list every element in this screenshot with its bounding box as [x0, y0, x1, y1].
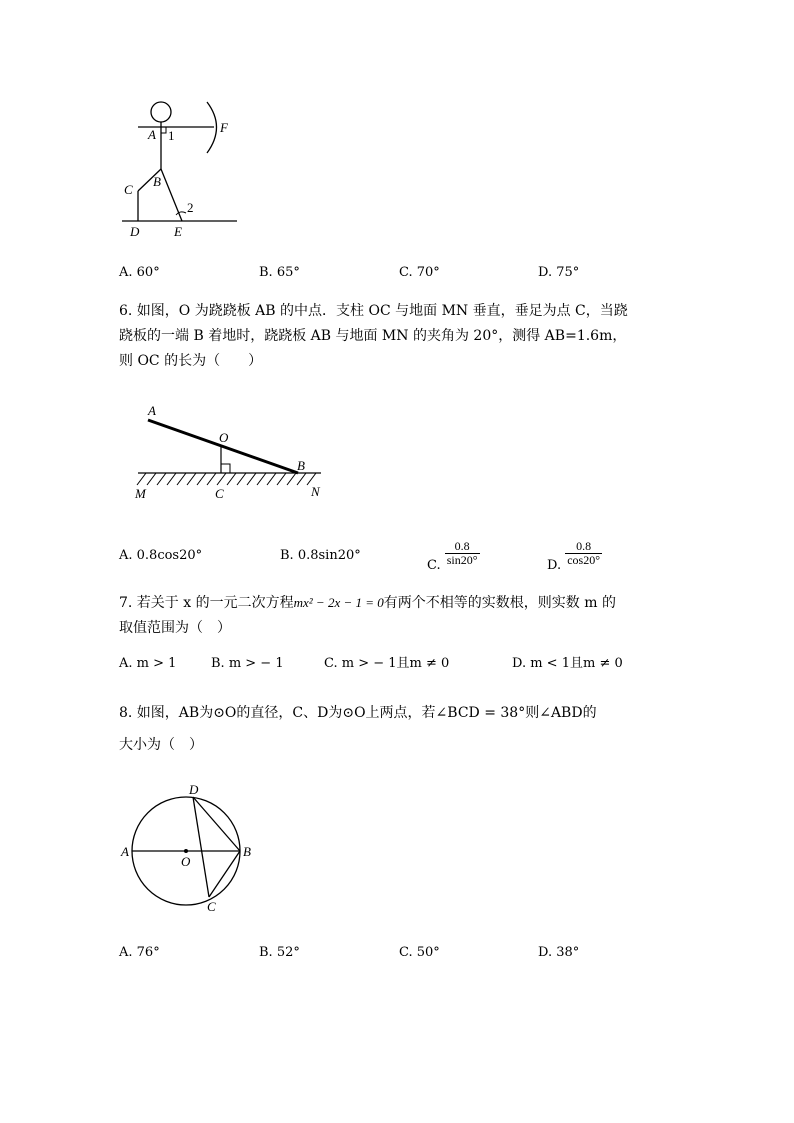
q6-option-a: A. 0.8cos20° — [119, 548, 203, 563]
q5-option-c: C. 70° — [399, 265, 440, 280]
q7-text-before: 7. 若关于 x 的一元二次方程 — [119, 595, 294, 611]
right-angle-mark — [161, 127, 166, 133]
label-A: A — [121, 844, 129, 859]
center-point — [184, 849, 188, 853]
q7-option-a: A. m > 1 — [119, 656, 177, 671]
fraction-denominator: cos20° — [567, 553, 601, 567]
q6-option-b: B. 0.8sin20° — [280, 548, 361, 563]
label-M: M — [135, 486, 146, 501]
label-B: B — [297, 458, 305, 473]
label-F: F — [220, 120, 228, 135]
q8-option-c: C. 50° — [399, 945, 440, 960]
q6-line-3: 则 OC 的长为（ ） — [119, 353, 263, 369]
q6-option-d — [547, 540, 602, 575]
fraction-numerator: 0.8 — [565, 540, 602, 554]
label-C: C — [207, 899, 216, 914]
fraction-denominator: sin20° — [446, 553, 478, 567]
q8-line-2: 大小为（ ） — [119, 737, 203, 753]
angle2-arc — [176, 212, 186, 215]
label-2: 2 — [187, 200, 194, 215]
archer-figure — [110, 95, 250, 240]
label-1: 1 — [168, 128, 175, 143]
q6-option-c — [427, 540, 480, 575]
label-A: A — [148, 127, 156, 142]
q7-option-c: C. m > − 1且m ≠ 0 — [324, 656, 450, 671]
label-A: A — [148, 403, 156, 418]
label-O: O — [219, 430, 229, 445]
seesaw-board — [148, 420, 298, 473]
q5-option-b: B. 65° — [259, 265, 300, 280]
q6-line-1: 6. 如图，O 为跷跷板 AB 的中点．支柱 OC 与地面 MN 垂直，垂足为点 C，当跷 — [119, 303, 628, 319]
q6-option-c-label: C. — [427, 558, 441, 573]
q6-line-2: 跷板的一端 B 着地时，跷跷板 AB 与地面 MN 的夹角为 20°，测得 AB=1.6m， — [119, 328, 627, 344]
q6-option-c-fraction — [445, 540, 480, 567]
q7-option-b: B. m > − 1 — [211, 656, 284, 671]
label-D: D — [189, 782, 199, 797]
head-circle — [151, 102, 171, 122]
q5-option-a: A. 60° — [119, 265, 160, 280]
q7-line-1 — [119, 591, 616, 615]
label-E: E — [174, 224, 182, 239]
q7-text-after: 有两个不相等的实数根，则实数 m 的 — [383, 595, 616, 611]
label-B: B — [243, 844, 251, 859]
label-D: D — [130, 224, 140, 239]
q5-option-d: D. 75° — [538, 265, 580, 280]
label-B: B — [153, 174, 161, 189]
q8-option-d: D. 38° — [538, 945, 580, 960]
circle-figure — [115, 780, 265, 920]
fraction-numerator: 0.8 — [445, 540, 480, 554]
q8-option-b: B. 52° — [259, 945, 300, 960]
q7-equation: mx² − 2x − 1 = 0 — [293, 595, 384, 610]
q6-option-d-label: D. — [547, 558, 562, 573]
q7-line-2: 取值范围为（ ） — [119, 620, 231, 636]
label-O: O — [181, 854, 191, 869]
back-leg-line — [161, 169, 182, 221]
seesaw-figure — [128, 400, 328, 505]
label-N: N — [311, 484, 320, 499]
q8-option-a: A. 76° — [119, 945, 160, 960]
label-C: C — [124, 182, 133, 197]
label-C: C — [215, 486, 224, 501]
q7-option-d: D. m < 1且m ≠ 0 — [512, 656, 623, 671]
q6-option-d-fraction — [565, 540, 602, 567]
q8-line-1: 8. 如图，AB为⊙O的直径，C、D为⊙O上两点，若∠BCD = 38°则∠ABD的 — [119, 705, 597, 721]
right-angle-mark — [221, 464, 230, 473]
ground-hatching — [137, 473, 316, 485]
